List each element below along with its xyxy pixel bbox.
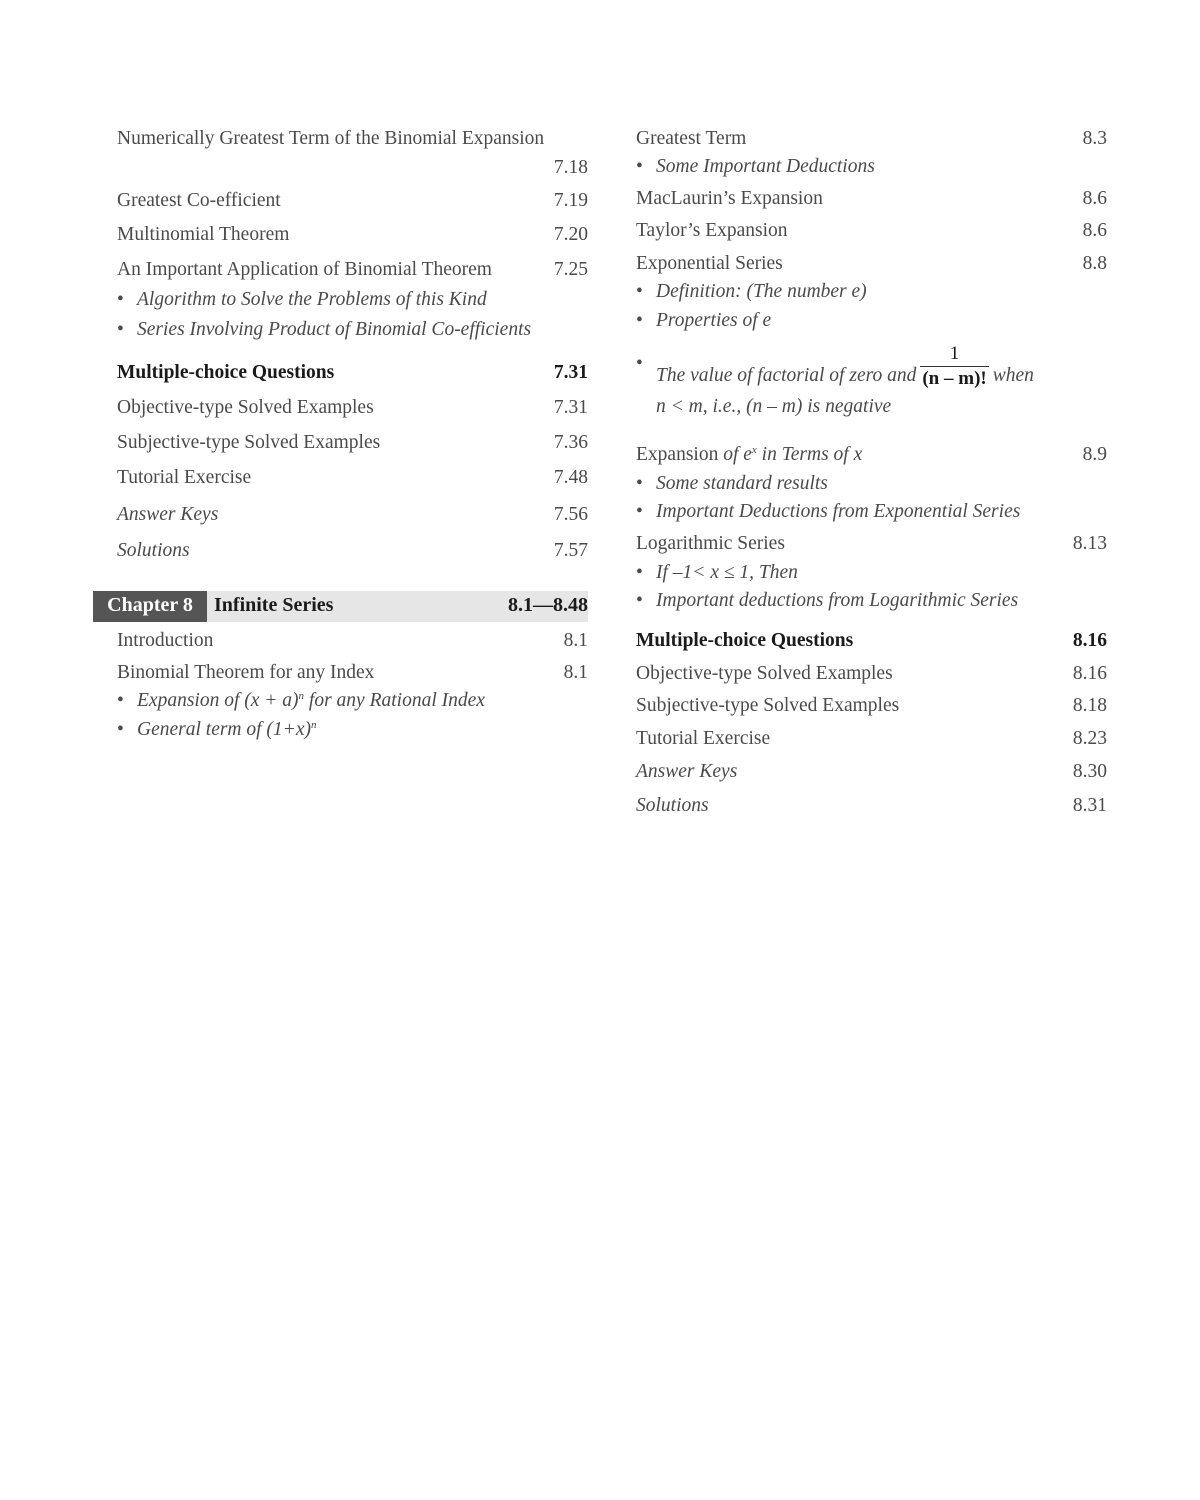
toc-entry[interactable] [117,223,588,247]
toc-entry-page: 7.25 [553,259,588,280]
toc-entry[interactable] [636,443,1107,467]
toc-bullet-text: Properties of e [656,310,772,331]
toc-entry-title: Taylor’s Expansion [636,220,788,241]
toc-entry-page: 8.23 [1072,728,1107,749]
toc-bullet-text: n < m, i.e., (n – m) is negative [656,396,892,417]
toc-entry-page: 8.8 [1082,253,1107,274]
toc-entry[interactable] [636,219,1107,243]
toc-entry[interactable] [117,258,588,282]
bullet-icon: • [636,562,643,583]
chapter-page-range: 8.1—8.48 [508,594,588,616]
toc-entry-page: 7.48 [553,467,588,488]
toc-entry[interactable] [117,431,588,455]
toc-bullet-text: Series Involving Product of Binomial Co-efficients [137,319,532,340]
toc-entry-title: Logarithmic Series [636,533,785,554]
toc-entry-title: Multiple-choice Questions [636,630,854,651]
toc-entry[interactable] [117,503,588,527]
toc-entry-title: Tutorial Exercise [636,728,771,749]
toc-bullet-text: Algorithm to Solve the Problems of this Kind [137,289,487,310]
toc-bullet-text: Important Deductions from Exponential Series [656,501,1021,522]
toc-entry[interactable] [636,694,1107,718]
toc-entry-page: 8.16 [1072,663,1107,684]
toc-entry-title: Answer Keys [117,504,219,525]
toc-entry-title: Greatest Term [636,128,747,149]
toc-entry-page: 8.6 [1082,188,1107,209]
toc-entry-title: Numerically Greatest Term of the Binomial Expansion [117,128,545,149]
toc-entry-page: 7.57 [553,540,588,561]
toc-entry-title: Solutions [636,795,709,816]
toc-bullet-text: Definition: (The number e) [656,281,867,302]
bullet-icon: • [117,690,124,711]
toc-bullet-text: Expansion of $(x + a)^n$ for any Rational Index [137,690,485,711]
toc-entry[interactable] [117,629,588,653]
toc-entry-page: 7.36 [553,432,588,453]
toc-entry-page: 8.31 [1072,795,1107,816]
toc-entry-page: 8.18 [1072,695,1107,716]
toc-bullet-text: Some Important Deductions [656,156,875,177]
toc-entry-page: 8.16 [1072,630,1107,651]
toc-entry-page: 7.31 [553,362,588,383]
toc-entry-title: MacLaurin’s Expansion [636,188,823,209]
toc-entry[interactable] [636,794,1107,818]
toc-entry-title: Binomial Theorem for any Index [117,662,375,683]
toc-entry-title: Solutions [117,540,190,561]
toc-entry-title: Tutorial Exercise [117,467,252,488]
chapter-label: Chapter 8 [93,591,207,622]
chapter-header[interactable] [93,591,588,622]
bullet-icon: • [636,281,643,302]
toc-entry-title: Expansion of $e^x$ in Terms of x [636,444,863,465]
toc-entry[interactable] [117,539,588,563]
toc-bullet-text: The value of factorial of zero and $\frac{1}{(n - m)!}$ when [656,343,1034,389]
toc-entry-title: Exponential Series [636,253,783,274]
toc-entry[interactable] [117,189,588,213]
bullet-icon: • [636,590,643,611]
toc-bullet-text: If –1< x ≤ 1, Then [656,562,798,583]
toc-entry[interactable] [636,662,1107,686]
toc-entry-page: 7.31 [553,397,588,418]
bullet-icon: • [636,310,643,331]
toc-entry-page: 8.9 [1082,444,1107,465]
bullet-icon: • [636,501,643,522]
toc-entry[interactable] [117,361,588,385]
toc-entry[interactable] [117,466,588,490]
toc-entry-title: Subjective-type Solved Examples [636,695,900,716]
toc-entry-page: 8.13 [1072,533,1107,554]
toc-entry[interactable] [117,661,588,685]
toc-entry-page: 8.6 [1082,220,1107,241]
toc-entry-title: Objective-type Solved Examples [636,663,893,684]
toc-entry[interactable] [636,127,1107,151]
chapter-title: Infinite Series [214,594,334,616]
bullet-icon: • [636,156,643,177]
toc-entry-title: An Important Application of Binomial Theorem [117,259,492,280]
toc-entry-title: Objective-type Solved Examples [117,397,374,418]
bullet-icon: • [117,319,124,340]
toc-entry[interactable] [636,252,1107,276]
fraction: $\frac{1}{(n - m)!}$ [922,343,987,389]
toc-entry[interactable] [636,532,1107,556]
toc-entry-page: 8.1 [563,662,588,683]
toc-entry[interactable] [636,727,1107,751]
toc-entry-title: Multinomial Theorem [117,224,290,245]
bullet-icon: • [117,719,124,740]
toc-entry[interactable] [636,629,1107,653]
toc-entry-page: 8.1 [563,630,588,651]
toc-entry-page: 8.3 [1082,128,1107,149]
toc-entry[interactable] [636,187,1107,211]
bullet-icon: • [117,289,124,310]
toc-entry-title: Greatest Co-efficient [117,190,281,211]
toc-entry-title: Answer Keys [636,761,738,782]
toc-entry-title: Multiple-choice Questions [117,362,335,383]
toc-entry-page: 8.30 [1072,761,1107,782]
toc-bullet-text: Important deductions from Logarithmic Series [656,590,1019,611]
toc-entry[interactable] [117,396,588,420]
toc-entry-title: Subjective-type Solved Examples [117,432,381,453]
bullet-icon: • [636,473,643,494]
toc-bullet-text: Some standard results [656,473,828,494]
toc-entry-page: 7.20 [553,224,588,245]
toc-entry-page: 7.18 [553,157,588,178]
toc-entry-page: 7.19 [553,190,588,211]
toc-bullet-text: General term of $(1+x)^n$ [137,719,317,740]
toc-entry[interactable] [636,760,1107,784]
bullet-icon: • [636,353,643,374]
toc-entry-page: 7.56 [553,504,588,525]
toc-entry-title: Introduction [117,630,214,651]
toc-entry[interactable] [117,127,588,178]
